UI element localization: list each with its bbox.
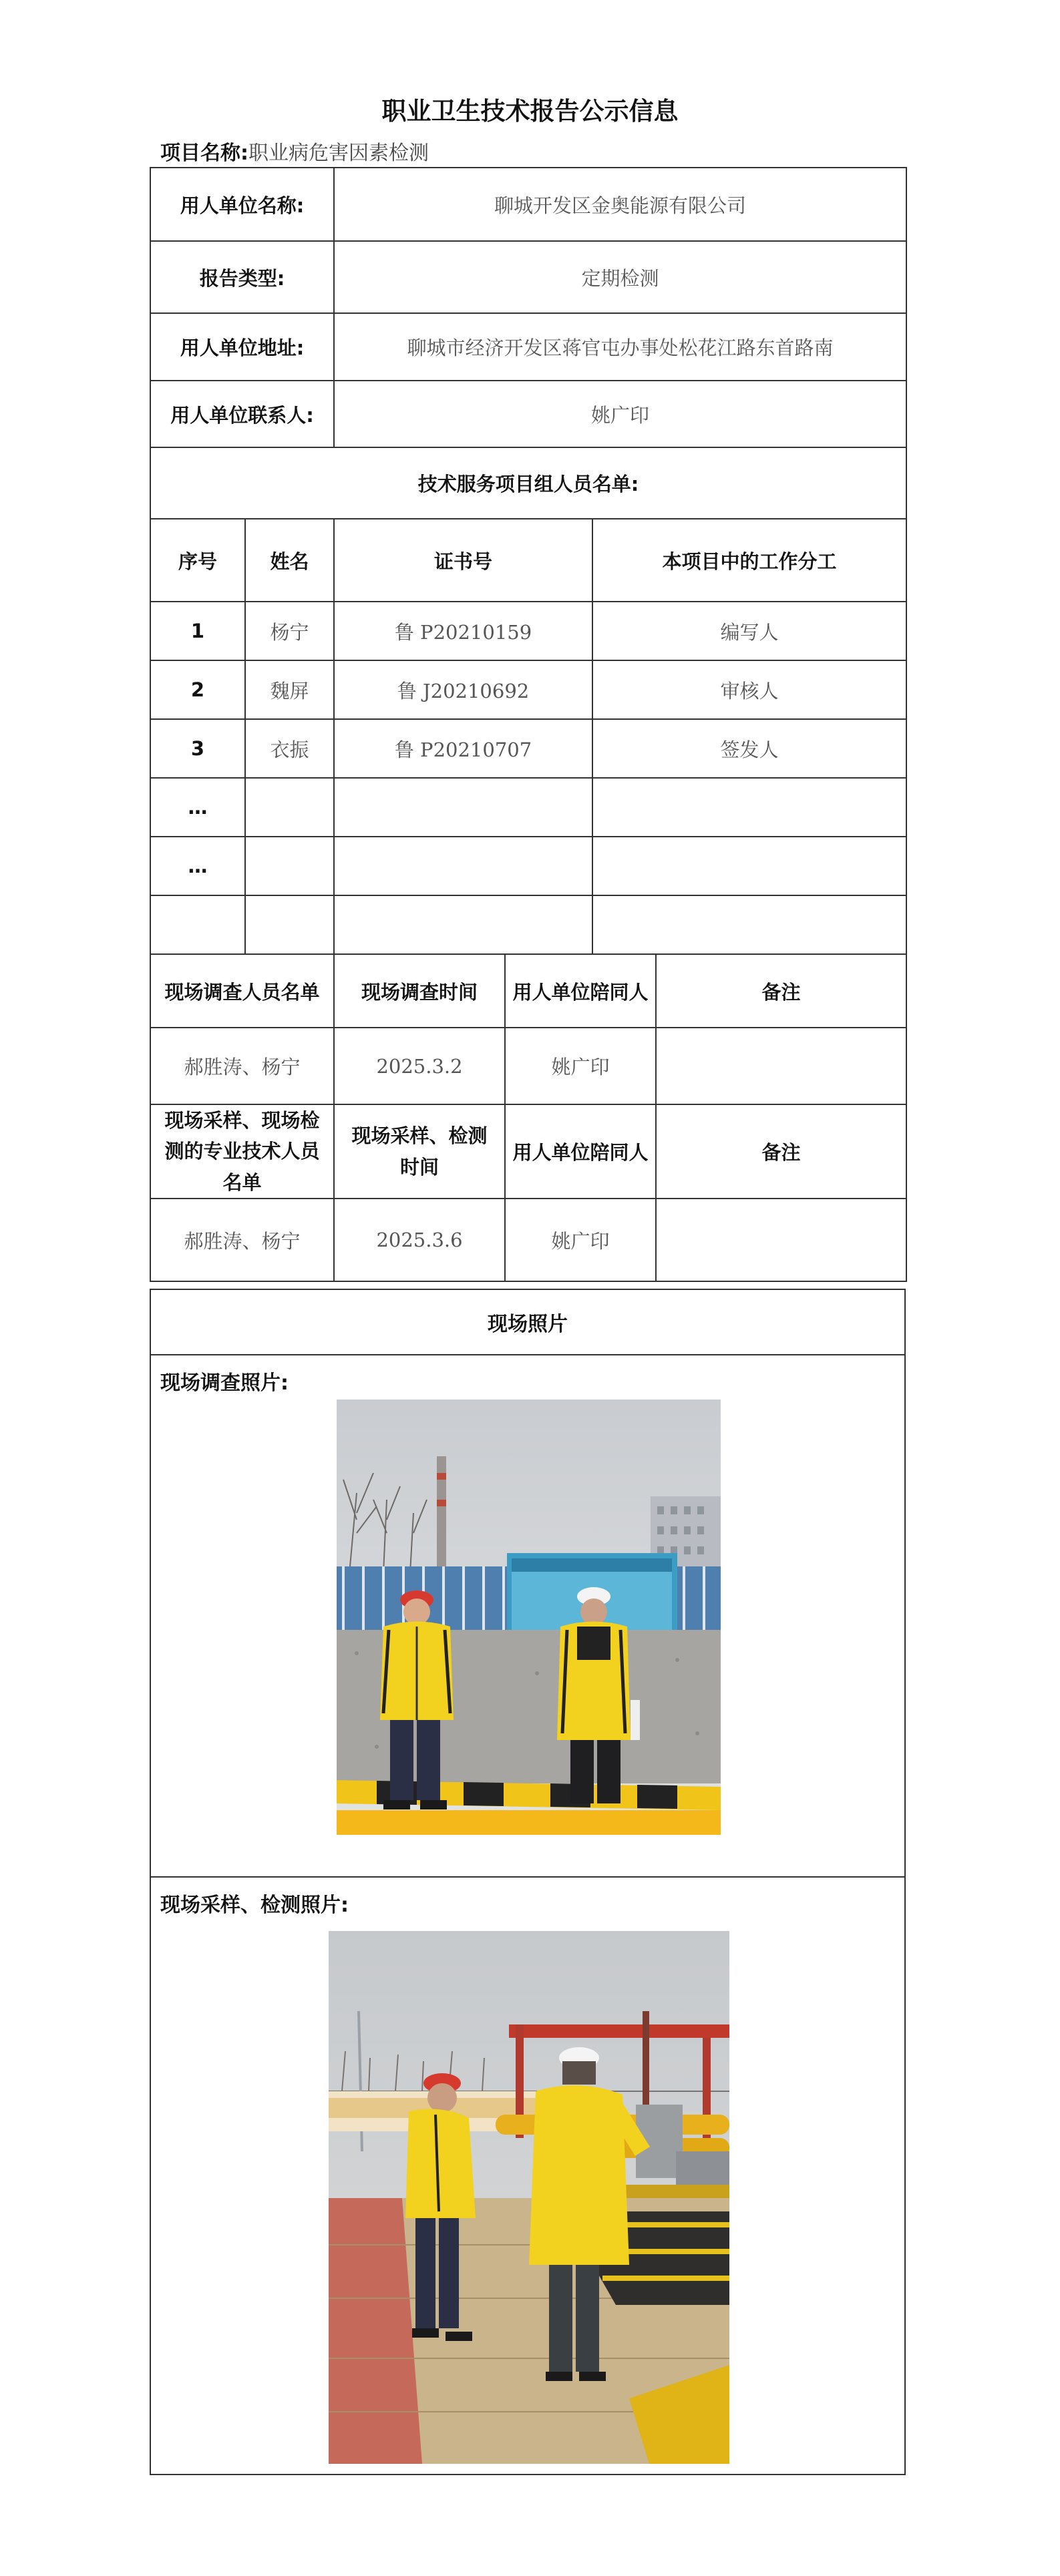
survey-remarks: [656, 1028, 906, 1104]
team-row: [150, 602, 906, 660]
team-row-role: [592, 837, 906, 895]
team-row-no: 2: [150, 660, 245, 719]
sampling-escort: 姚广印: [505, 1199, 656, 1281]
report-type-value: 定期检测: [334, 241, 906, 313]
team-heading: 技术服务项目组人员名单:: [150, 447, 906, 519]
sampling-col-time: 现场采样、检测时间: [334, 1104, 505, 1199]
team-header-row: [150, 519, 906, 602]
report-type-label: 报告类型:: [150, 241, 334, 313]
team-row: [150, 778, 906, 837]
survey-col-time: 现场调查时间: [334, 954, 505, 1028]
project-name-line: [160, 136, 429, 166]
sampling-remarks: [656, 1199, 906, 1281]
info-table: [150, 167, 907, 1282]
sampling-photo-section: [151, 1878, 904, 2477]
team-row-role: 签发人: [592, 719, 906, 778]
team-row: [150, 719, 906, 778]
sampling-header-row: [150, 1104, 906, 1199]
team-row-cert: [334, 837, 592, 895]
team-row-name: 杨宁: [245, 602, 334, 660]
survey-escort: 姚广印: [505, 1028, 656, 1104]
info-row-contact: [150, 381, 906, 447]
info-row-report-type: [150, 241, 906, 313]
team-row-role: 编写人: [592, 602, 906, 660]
sampling-staff: 郝胜涛、杨宁: [150, 1199, 334, 1281]
team-row-cert: 鲁 J20210692: [334, 660, 592, 719]
team-row-role: 审核人: [592, 660, 906, 719]
survey-col-escort: 用人单位陪同人: [505, 954, 656, 1028]
sampling-time: 2025.3.6: [334, 1199, 505, 1281]
project-name-value: 职业病危害因素检测: [248, 142, 429, 165]
team-row-cert: 鲁 P20210159: [334, 602, 592, 660]
team-row-role: [592, 778, 906, 837]
team-row-role: [592, 895, 906, 954]
team-row: [150, 660, 906, 719]
team-row-cert: 鲁 P20210707: [334, 719, 592, 778]
survey-time: 2025.3.2: [334, 1028, 505, 1104]
team-row-name: [245, 895, 334, 954]
sampling-value-row: [150, 1199, 906, 1281]
unit-name-value: 聊城开发区金奥能源有限公司: [334, 168, 906, 241]
page-title: 职业卫生技术报告公示信息: [381, 97, 679, 126]
survey-value-row: [150, 1028, 906, 1104]
sampling-photo-label: 现场采样、检测照片:: [160, 1894, 349, 1917]
team-row-no: 1: [150, 602, 245, 660]
team-row-name: 衣振: [245, 719, 334, 778]
survey-photo-label: 现场调查照片:: [160, 1371, 289, 1395]
address-label: 用人单位地址:: [150, 313, 334, 381]
team-row-name: [245, 778, 334, 837]
contact-label: 用人单位联系人:: [150, 381, 334, 447]
contact-value: 姚广印: [334, 381, 906, 447]
address-value: 聊城市经济开发区蒋官屯办事处松花江路东首路南: [334, 313, 906, 381]
survey-col-remarks: 备注: [656, 954, 906, 1028]
unit-name-label: 用人单位名称:: [150, 168, 334, 241]
info-row-unit-name: [150, 168, 906, 241]
team-row: [150, 837, 906, 895]
sampling-photo: [329, 1931, 729, 2464]
site-photos-heading: 现场照片: [151, 1290, 904, 1355]
team-row-name: [245, 837, 334, 895]
team-heading-row: [150, 447, 906, 519]
team-col-cert: 证书号: [334, 519, 592, 602]
team-row-cert: [334, 778, 592, 837]
survey-photo: [337, 1400, 721, 1835]
team-col-name: 姓名: [245, 519, 334, 602]
team-row-no: …: [150, 837, 245, 895]
sampling-col-remarks: 备注: [656, 1104, 906, 1199]
team-row-cert: [334, 895, 592, 954]
survey-header-row: [150, 954, 906, 1028]
team-row-no: 3: [150, 719, 245, 778]
info-row-address: [150, 313, 906, 381]
team-row-no: [150, 895, 245, 954]
team-col-no: 序号: [150, 519, 245, 602]
project-name-label: 项目名称:: [160, 142, 248, 165]
team-row: [150, 895, 906, 954]
site-photos-box: [150, 1289, 906, 2475]
team-col-role: 本项目中的工作分工: [592, 519, 906, 602]
team-row-no: …: [150, 778, 245, 837]
team-row-name: 魏屏: [245, 660, 334, 719]
survey-col-staff: 现场调查人员名单: [150, 954, 334, 1028]
survey-staff: 郝胜涛、杨宁: [150, 1028, 334, 1104]
survey-photo-section: [151, 1355, 904, 1878]
sampling-col-staff: 现场采样、现场检测的专业技术人员名单: [150, 1104, 334, 1199]
sampling-col-escort: 用人单位陪同人: [505, 1104, 656, 1199]
